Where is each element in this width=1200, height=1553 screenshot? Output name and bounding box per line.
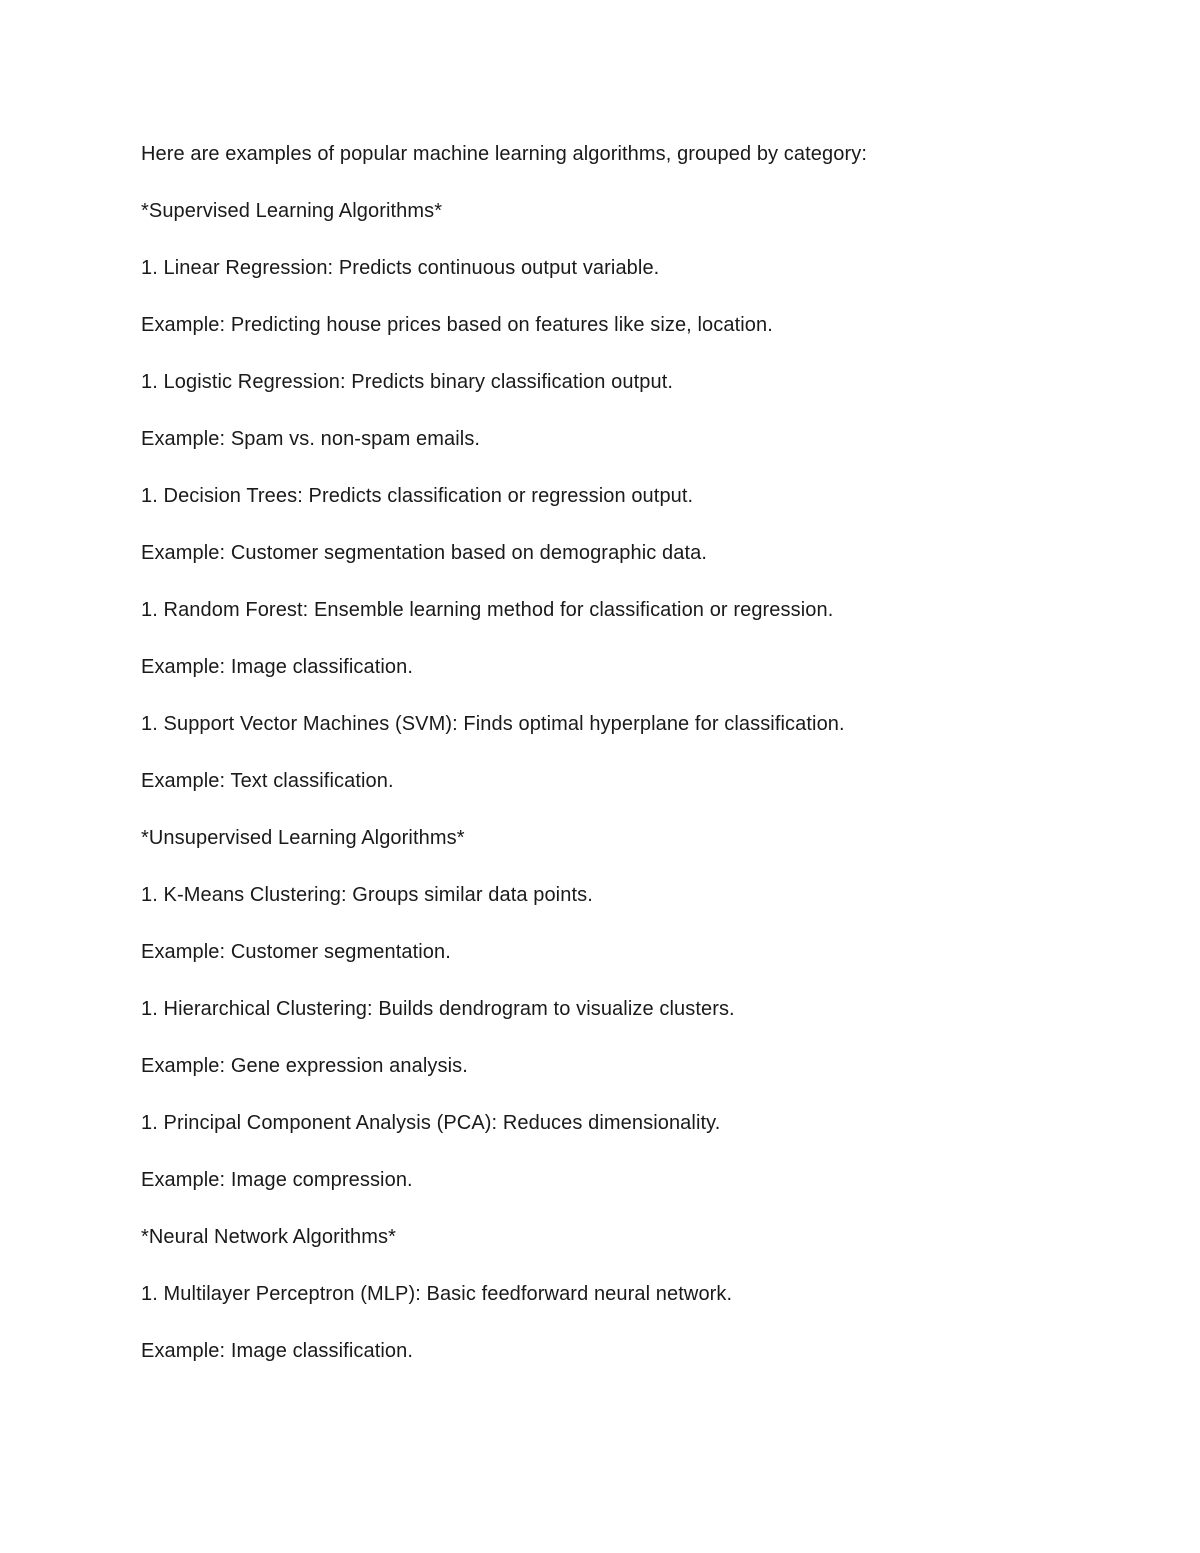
list-item: 1. Support Vector Machines (SVM): Finds optimal hyperplane for classification. <box>141 713 845 735</box>
document-body <box>141 138 1101 1392</box>
example-line: Example: Spam vs. non-spam emails. <box>141 428 481 450</box>
list-item: 1. Decision Trees: Predicts classification or regression output. <box>141 485 694 507</box>
list-item: 1. Linear Regression: Predicts continuous output variable. <box>141 257 660 279</box>
section-heading-neural-network: *Neural Network Algorithms* <box>141 1226 397 1248</box>
example-line: Example: Image classification. <box>141 1340 414 1362</box>
list-item: 1. Random Forest: Ensemble learning method for classification or regression. <box>141 599 834 621</box>
example-line: Example: Customer segmentation. <box>141 941 451 963</box>
example-line: Example: Customer segmentation based on demographic data. <box>141 542 708 564</box>
intro-paragraph: Here are examples of popular machine learning algorithms, grouped by category: <box>141 143 867 165</box>
section-heading-supervised: *Supervised Learning Algorithms* <box>141 200 443 222</box>
list-item: 1. K-Means Clustering: Groups similar data points. <box>141 884 593 906</box>
section-heading-unsupervised: *Unsupervised Learning Algorithms* <box>141 827 465 849</box>
list-item: 1. Logistic Regression: Predicts binary classification output. <box>141 371 674 393</box>
list-item: 1. Multilayer Perceptron (MLP): Basic feedforward neural network. <box>141 1283 733 1305</box>
example-line: Example: Image classification. <box>141 656 414 678</box>
list-item: 1. Hierarchical Clustering: Builds dendrogram to visualize clusters. <box>141 998 735 1020</box>
list-item: 1. Principal Component Analysis (PCA): Reduces dimensionality. <box>141 1112 721 1134</box>
example-line: Example: Predicting house prices based on features like size, location. <box>141 314 773 336</box>
example-line: Example: Text classification. <box>141 770 394 792</box>
example-line: Example: Gene expression analysis. <box>141 1055 468 1077</box>
example-line: Example: Image compression. <box>141 1169 413 1191</box>
